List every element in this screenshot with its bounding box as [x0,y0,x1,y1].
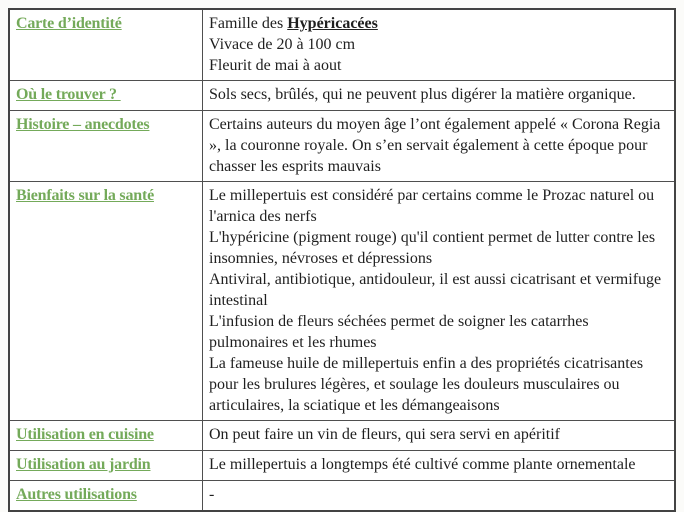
row-header-histoire-anecdotes: Histoire – anecdotes [16,116,150,133]
row-header-utilisation-cuisine: Utilisation en cuisine [16,426,154,443]
content-line [209,13,668,34]
table-row [9,111,675,182]
table-row [9,451,675,481]
content-line: Vivace de 20 à 100 cm [209,36,356,53]
content-line: - [209,486,215,503]
table-row [9,9,675,81]
row-content-autres-utilisations [203,481,676,512]
row-header-autres-utilisations: Autres utilisations [16,486,137,503]
table-row [9,481,675,512]
row-content-bienfaits-sante [203,182,676,421]
row-header-bienfaits-sante: Bienfaits sur la santé [16,187,154,204]
row-header-ou-le-trouver: Où le trouver ? [16,86,121,103]
row-header-utilisation-jardin: Utilisation au jardin [16,456,151,473]
family-name: Hypéricacées [287,15,378,32]
table-row [9,81,675,111]
row-header-carte-identite: Carte d’identité [16,15,122,32]
table-row [9,421,675,451]
content-paragraph: L'infusion de fleurs séchées permet de soigner les catarrhes pulmonaires et les rhumes [209,313,589,351]
plant-info-table [8,8,676,512]
content-paragraph: Antiviral, antibiotique, antidouleur, il est aussi cicatrisant et vermifuge intestinal [209,271,662,309]
content-paragraph: L'hypéricine (pigment rouge) qu'il contient permet de lutter contre les insomnies, névroses et dépressions [209,229,656,267]
row-content-histoire-anecdotes [203,111,676,182]
content-line: Le millepertuis a longtemps été cultivé comme plante ornementale [209,456,636,473]
row-content-utilisation-cuisine [203,421,676,451]
content-line: On peut faire un vin de fleurs, qui sera servi en apéritif [209,426,560,443]
row-content-carte-identite [203,9,676,81]
family-label: Famille des [209,15,288,32]
content-paragraph: Le millepertuis est considéré par certains comme le Prozac naturel ou l'arnica des nerfs [209,187,655,225]
content-line: Fleurit de mai à aout [209,57,342,74]
content-paragraph: La fameuse huile de millepertuis enfin a des propriétés cicatrisantes pour les brulures légères, et soulage les douleurs musculaires ou articulaires, la sciatique et les démangeaisons [209,355,644,414]
content-paragraph: Certains auteurs du moyen âge l’ont également appelé « Corona Regia », la couronne royale. On s’en servait également à cette époque pour chasser les esprits mauvais [209,116,661,175]
row-content-ou-le-trouver [203,81,676,111]
row-content-utilisation-jardin [203,451,676,481]
content-line: Sols secs, brûlés, qui ne peuvent plus digérer la matière organique. [209,86,636,103]
table-row [9,182,675,421]
